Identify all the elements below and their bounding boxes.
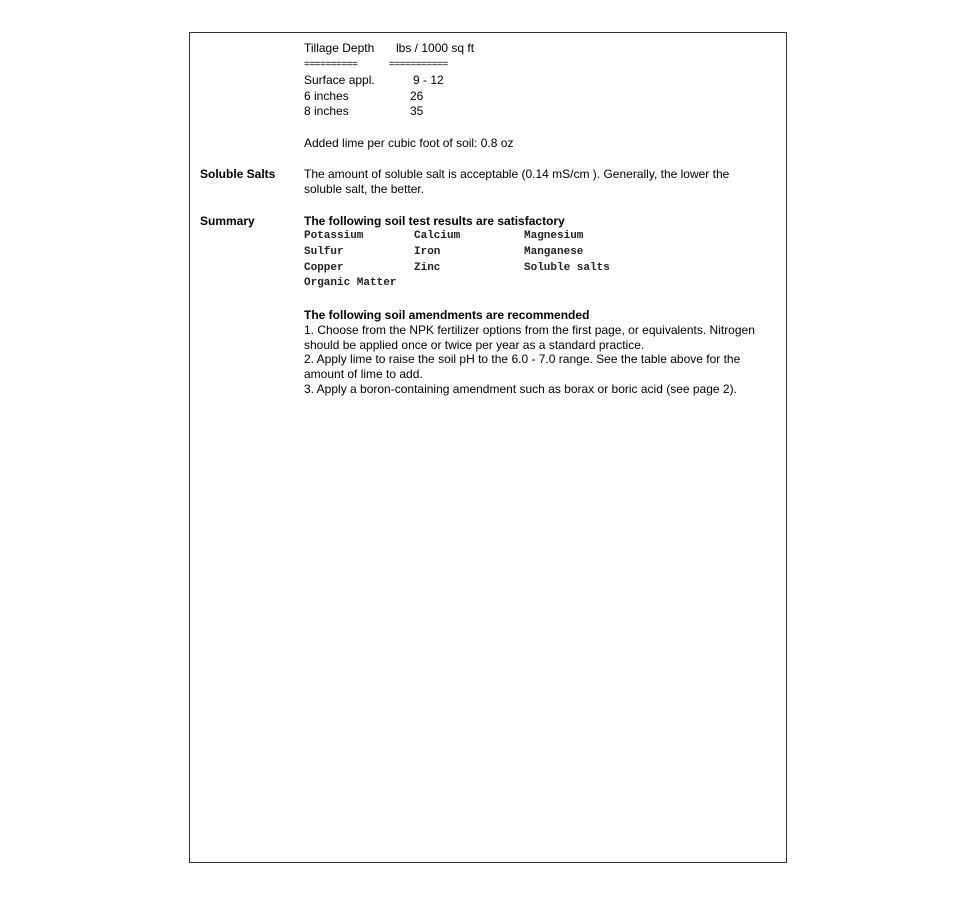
soluble-salts-line2: soluble salt, the better. — [304, 182, 425, 196]
recommendation-line: should be applied once or twice per year as a standard practice. — [304, 338, 645, 352]
table-row-depth: 6 inches — [304, 89, 349, 103]
nutrient-item: Iron — [414, 246, 441, 258]
recommendation-line: amount of lime to add. — [304, 367, 423, 381]
recommendation-line: 3. Apply a boron-containing amendment such as borax or boric acid (see page 2). — [304, 382, 737, 396]
soluble-salts-line1: The amount of soluble salt is acceptable (0.14 mS/cm ). Generally, the lower the — [304, 167, 730, 181]
nutrient-item: Magnesium — [524, 230, 584, 242]
soluble-salts-label: Soluble Salts — [200, 167, 276, 181]
table-row-lbs: 9 - 12 — [413, 73, 444, 87]
nutrient-item: Manganese — [524, 246, 584, 258]
table-row-depth: Surface appl. — [304, 73, 375, 87]
recommendation-line: 2. Apply lime to raise the soil pH to the 6.0 - 7.0 range. See the table above for the — [304, 352, 741, 366]
separator-depth: ========== — [304, 59, 358, 70]
nutrient-item: Organic Matter — [304, 277, 397, 289]
summary-label: Summary — [200, 214, 255, 228]
nutrient-item: Zinc — [414, 262, 441, 274]
lbs-header: lbs / 1000 sq ft — [396, 41, 475, 55]
recommendation-line: 1. Choose from the NPK fertilizer options from the first page, or equivalents. Nitrogen — [304, 323, 755, 337]
nutrient-item: Copper — [304, 262, 344, 274]
nutrient-item: Calcium — [414, 230, 461, 242]
tillage-depth-header: Tillage Depth — [304, 41, 375, 55]
separator-lbs: =========== — [389, 59, 448, 70]
nutrient-item: Potassium — [304, 230, 364, 242]
table-row-lbs: 26 — [410, 89, 424, 103]
satisfactory-heading: The following soil test results are satisfactory — [304, 214, 565, 228]
added-lime-text: Added lime per cubic foot of soil: 0.8 oz — [304, 136, 514, 150]
nutrient-item: Sulfur — [304, 246, 344, 258]
recommended-heading: The following soil amendments are recommended — [304, 308, 590, 322]
report-page — [189, 32, 787, 863]
table-row-depth: 8 inches — [304, 104, 349, 118]
table-row-lbs: 35 — [410, 104, 424, 118]
nutrient-item: Soluble salts — [524, 262, 610, 274]
